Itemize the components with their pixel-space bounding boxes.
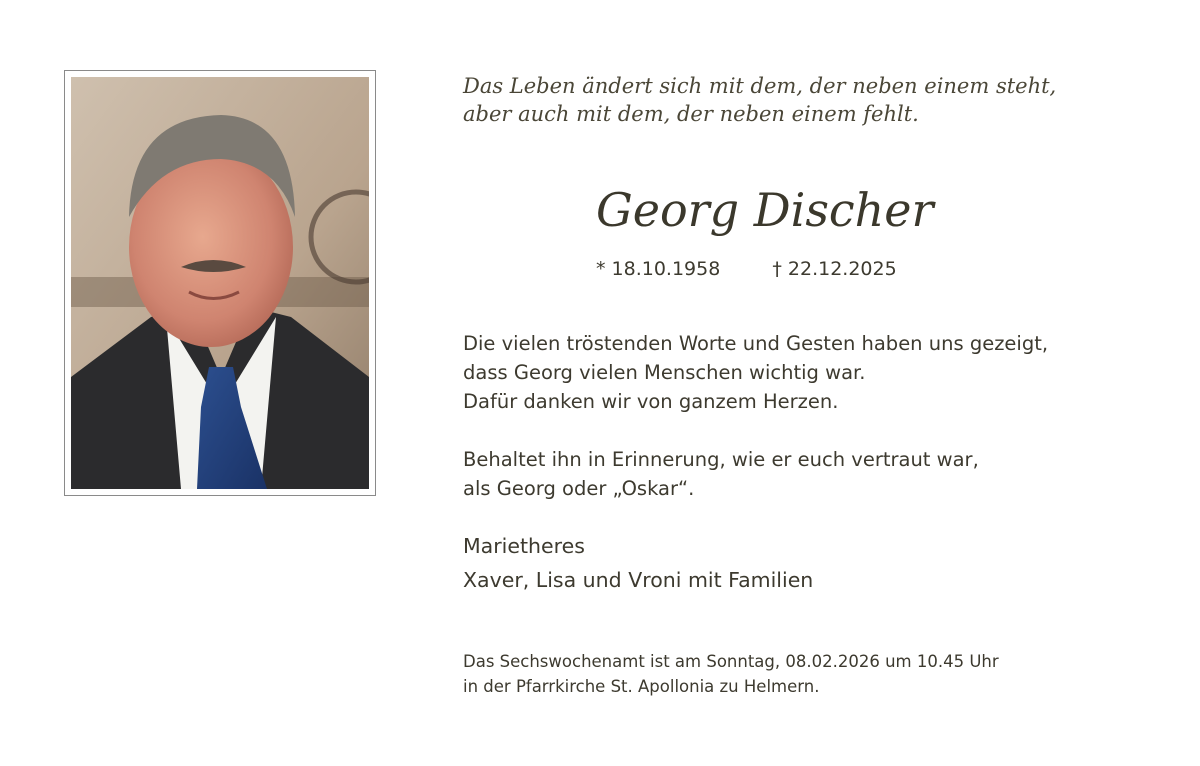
thanks-line: als Georg oder „Oskar“. bbox=[463, 477, 695, 500]
thanks-line: dass Georg vielen Menschen wichtig war. bbox=[463, 361, 866, 384]
death-date: † 22.12.2025 bbox=[772, 258, 897, 280]
quote-line: aber auch mit dem, der neben einem fehlt. bbox=[463, 102, 919, 126]
family-line: Marietheres bbox=[463, 534, 585, 558]
family-signature bbox=[463, 529, 813, 597]
memorial-quote bbox=[463, 72, 1103, 128]
service-line: Das Sechswochenamt ist am Sonntag, 08.02.2026 um 10.45 Uhr bbox=[463, 652, 999, 671]
portrait-photo bbox=[71, 77, 369, 489]
quote-line: Das Leben ändert sich mit dem, der neben einem steht, bbox=[463, 74, 1057, 98]
service-line: in der Pfarrkirche St. Apollonia zu Helmern. bbox=[463, 677, 820, 696]
thanks-text bbox=[463, 329, 1048, 503]
thanks-line: Behaltet ihn in Erinnerung, wie er euch vertraut war, bbox=[463, 448, 979, 471]
thanks-line: Dafür danken wir von ganzem Herzen. bbox=[463, 390, 839, 413]
birth-date: * 18.10.1958 bbox=[596, 258, 721, 280]
service-notice bbox=[463, 649, 999, 699]
thanks-line: Die vielen tröstenden Worte und Gesten haben uns gezeigt, bbox=[463, 332, 1049, 355]
deceased-name: Georg Discher bbox=[596, 183, 934, 237]
portrait-frame bbox=[64, 70, 376, 496]
portrait-illustration bbox=[71, 77, 369, 489]
family-line: Xaver, Lisa und Vroni mit Familien bbox=[463, 568, 814, 592]
life-dates bbox=[596, 256, 897, 282]
